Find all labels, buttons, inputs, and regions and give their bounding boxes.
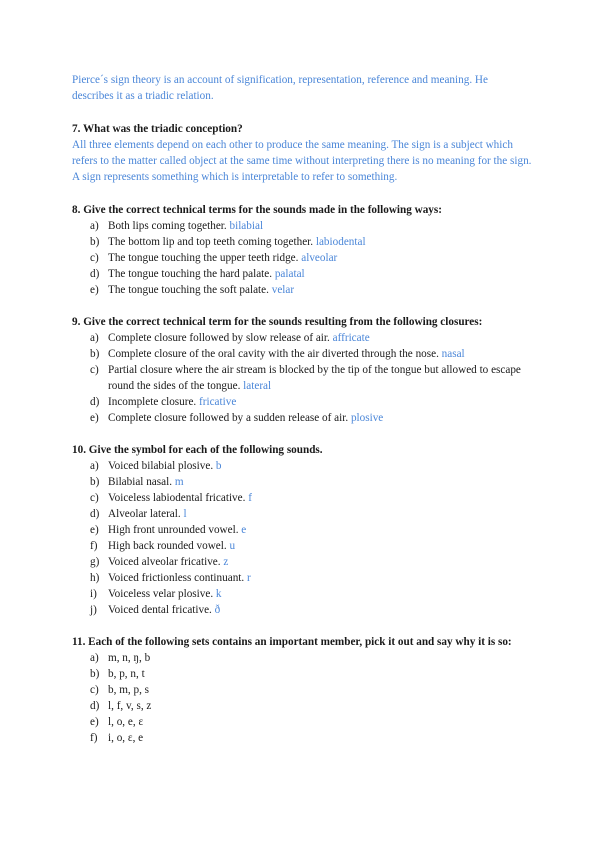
list-marker: d): [90, 396, 100, 408]
item-text: Complete closure followed by a sudden release of air.: [108, 412, 349, 424]
question-11-list: [72, 650, 532, 746]
list-marker: g): [90, 556, 100, 568]
item-answer: palatal: [272, 268, 305, 280]
list-marker: a): [90, 460, 99, 472]
question-8-title: 8. Give the correct technical terms for the sounds made in the following ways:: [72, 204, 442, 216]
item-text: b, m, p, s: [108, 684, 150, 696]
list-marker: d): [90, 268, 100, 280]
list-item: [72, 602, 532, 618]
question-9-title: 9. Give the correct technical term for the sounds resulting from the following closures:: [72, 316, 483, 328]
list-marker: a): [90, 652, 99, 664]
list-item: [72, 282, 532, 298]
list-marker: d): [90, 700, 100, 712]
list-marker: a): [90, 332, 99, 344]
list-item: [72, 410, 532, 426]
list-marker: c): [90, 252, 99, 264]
list-marker: b): [90, 476, 100, 488]
list-item: [72, 458, 532, 474]
item-answer: labiodental: [313, 236, 366, 248]
item-text: The bottom lip and top teeth coming together.: [108, 236, 314, 248]
item-answer: r: [244, 572, 251, 584]
list-marker: c): [90, 364, 99, 376]
question-10-list: [72, 458, 532, 618]
question-10: [72, 442, 532, 618]
item-answer: k: [213, 588, 222, 600]
item-text: Voiced dental fricative.: [108, 604, 212, 616]
question-7: [72, 121, 532, 185]
list-marker: c): [90, 492, 99, 504]
item-answer: u: [226, 540, 236, 552]
item-answer: m: [172, 476, 184, 488]
list-marker: e): [90, 716, 99, 728]
item-answer: l: [180, 508, 187, 520]
item-text: Voiced alveolar fricative.: [108, 556, 221, 568]
item-text: Voiced bilabial plosive.: [108, 460, 214, 472]
question-7-title: 7. What was the triadic conception?: [72, 123, 243, 135]
list-marker: f): [90, 732, 98, 744]
list-item: [72, 394, 532, 410]
list-marker: c): [90, 684, 99, 696]
question-9: [72, 314, 532, 426]
item-answer: velar: [268, 284, 295, 296]
list-item: [72, 474, 532, 490]
list-item: [72, 522, 532, 538]
question-11: [72, 634, 532, 746]
item-text: Alveolar lateral.: [108, 508, 181, 520]
item-answer: f: [245, 492, 252, 504]
question-7-answer: All three elements depend on each other to produce the same meaning. The sign is a subject which refers to the matter called object at the same time without interpreting there is no meaning for the sign. A sign represents something which is interpretable to refer to something.: [72, 139, 532, 183]
question-11-title: 11. Each of the following sets contains an important member, pick it out and say why it is so:: [72, 636, 512, 648]
item-text: Both lips coming together.: [108, 220, 227, 232]
item-text: b, p, n, t: [108, 668, 145, 680]
list-item: [72, 362, 532, 394]
list-item: [72, 554, 532, 570]
item-text: The tongue touching the soft palate.: [108, 284, 269, 296]
item-text: Voiceless velar plosive.: [108, 588, 214, 600]
list-marker: a): [90, 220, 99, 232]
item-text: High back rounded vowel.: [108, 540, 227, 552]
list-marker: b): [90, 348, 100, 360]
list-item: [72, 650, 532, 666]
item-text: High front unrounded vowel.: [108, 524, 239, 536]
list-marker: f): [90, 540, 98, 552]
list-item: [72, 730, 532, 746]
item-text: The tongue touching the upper teeth ridge.: [108, 252, 299, 264]
item-answer: e: [238, 524, 247, 536]
list-marker: j): [90, 604, 97, 616]
question-9-list: [72, 330, 532, 426]
list-marker: e): [90, 284, 99, 296]
item-answer: alveolar: [298, 252, 338, 264]
item-answer: z: [220, 556, 229, 568]
list-marker: h): [90, 572, 100, 584]
list-item: [72, 330, 532, 346]
list-marker: e): [90, 524, 99, 536]
item-answer: b: [213, 460, 222, 472]
item-answer: lateral: [240, 380, 272, 392]
item-text: Voiceless labiodental fricative.: [108, 492, 246, 504]
list-item: [72, 714, 532, 730]
list-item: [72, 346, 532, 362]
list-item: [72, 586, 532, 602]
list-item: [72, 234, 532, 250]
item-text: Bilabial nasal.: [108, 476, 173, 488]
list-item: [72, 538, 532, 554]
item-text: Voiced frictionless continuant.: [108, 572, 245, 584]
list-item: [72, 506, 532, 522]
item-answer: bilabial: [226, 220, 264, 232]
item-answer: fricative: [196, 396, 237, 408]
list-item: [72, 218, 532, 234]
question-10-title: 10. Give the symbol for each of the following sounds.: [72, 444, 323, 456]
item-answer: plosive: [348, 412, 384, 424]
item-answer: nasal: [438, 348, 465, 360]
item-text: Complete closure of the oral cavity with the air diverted through the nose.: [108, 348, 439, 360]
item-text: m, n, ŋ, b: [108, 652, 151, 664]
list-marker: e): [90, 412, 99, 424]
item-text: i, o, ɛ, e: [108, 732, 144, 744]
list-item: [72, 666, 532, 682]
list-item: [72, 266, 532, 282]
list-item: [72, 570, 532, 586]
list-item: [72, 698, 532, 714]
item-answer: affricate: [329, 332, 370, 344]
intro-paragraph: Pierce´s sign theory is an account of signification, representation, reference and meaning. He describes it as a triadic relation.: [72, 74, 488, 102]
list-marker: b): [90, 668, 100, 680]
item-text: Partial closure where the air stream is blocked by the tip of the tongue but allowed to escape round the sides of the tongue.: [108, 364, 521, 392]
item-answer: ð: [211, 604, 221, 616]
item-text: Incomplete closure.: [108, 396, 197, 408]
document-page: [72, 72, 532, 762]
item-text: l, f, v, s, z: [108, 700, 152, 712]
list-marker: b): [90, 236, 100, 248]
list-marker: i): [90, 588, 97, 600]
list-item: [72, 682, 532, 698]
list-marker: d): [90, 508, 100, 520]
list-item: [72, 490, 532, 506]
question-8-list: [72, 218, 532, 298]
item-text: Complete closure followed by slow release of air.: [108, 332, 330, 344]
item-text: l, o, e, ɛ: [108, 716, 144, 728]
question-8: [72, 202, 532, 298]
list-item: [72, 250, 532, 266]
item-text: The tongue touching the hard palate.: [108, 268, 273, 280]
